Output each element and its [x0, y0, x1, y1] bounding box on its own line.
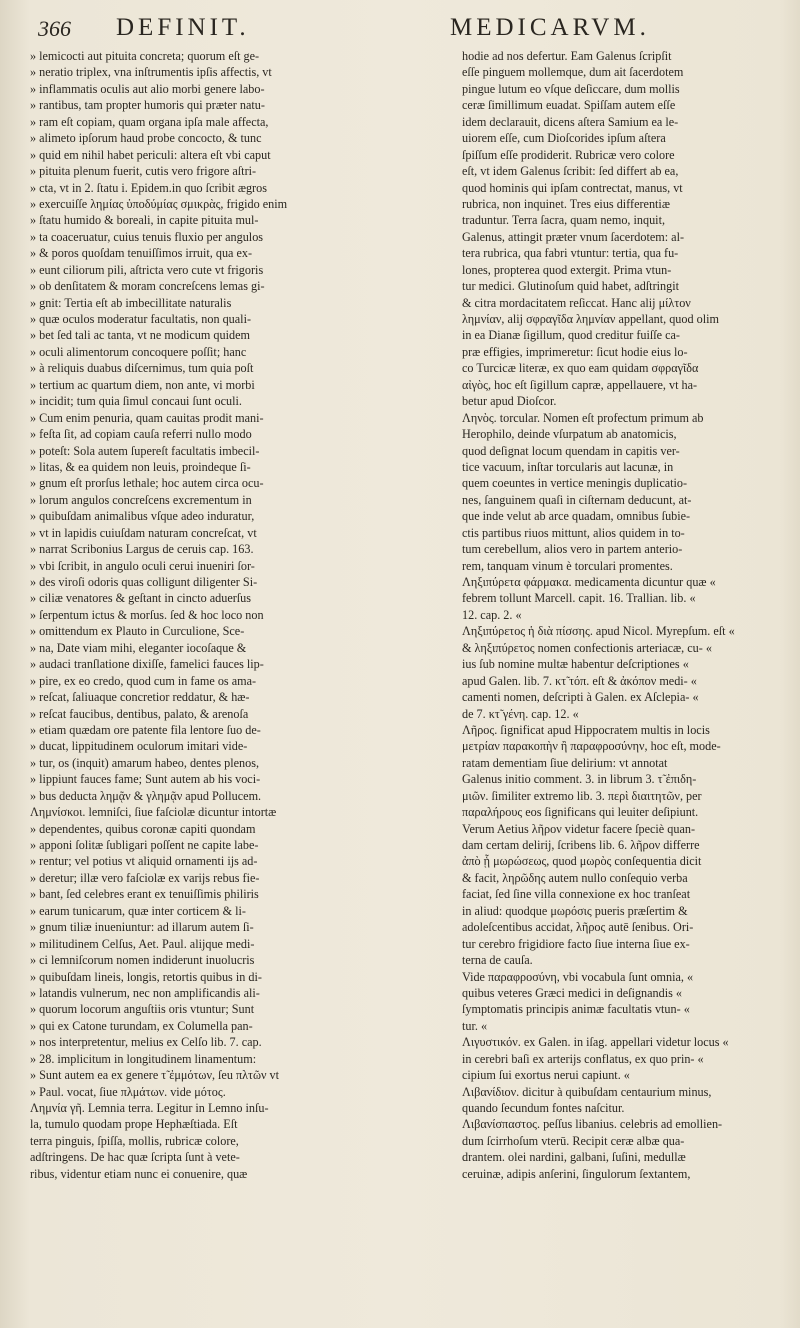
text-line: Ληνὸς. torcular. Nomen eſt profectum primum ab	[462, 410, 704, 425]
text-line: » oculi alimentorum concoquere poſſit; hanc	[30, 344, 247, 359]
text-line: ctis partibus riuos mittunt, alios quidem in to-	[462, 525, 685, 540]
text-line: μιῶν. ſimiliter extremo lib. 3. περὶ διαιτητῶν, per	[462, 788, 702, 803]
text-line: » na, Date viam mihi, eleganter iocoſaque &	[30, 640, 247, 655]
text-line: » earum tunicarum, quæ inter corticem & li-	[30, 903, 246, 918]
text-line: » qui ex Catone turundam, ex Columella pan-	[30, 1018, 253, 1033]
text-line: drantem. olei nardini, galbani, ſuſini, medullæ	[462, 1150, 686, 1165]
text-line: » Sunt autem ea ex genere τ̃ ἐμμότων, ſeu πλτῶν vt	[30, 1068, 280, 1083]
text-line: » & poros quoſdam tenuiſſimos irruit, qua ex-	[30, 246, 253, 261]
page-number: 366	[38, 16, 71, 41]
text-line: Λημνία γῆ. Lemnia terra. Legitur in Lemno inſu-	[30, 1101, 269, 1115]
text-line: betur apud Dioſcor.	[462, 394, 557, 409]
text-line: Λιγυστικόν. ex Galen. in iſag. appellari videtur locus «	[462, 1035, 729, 1050]
text-line: apud Galen. lib. 7. κτ̃ τόπ. eſt & ἀκόπον medi- «	[462, 673, 697, 688]
text-line: dam certam delirij, ſcribens lib. 6. λῆρον differre	[462, 838, 700, 852]
text-line: eſſe pinguem mollemque, dum ait ſacerdotem	[462, 65, 684, 80]
text-line: adſtringens. De hac quæ ſcripta ſunt à vete-	[30, 1150, 240, 1165]
text-line: camenti nomen, deſcripti à Galen. ex Aſclepia- «	[462, 690, 699, 705]
text-line: in aliud: quodque μωρόσις pueris præſertim &	[462, 903, 688, 918]
text-line: ἀπὸ ᾗ μωρώσεως, quod μωρὸς conſequentia dicit	[462, 854, 702, 869]
text-line: tera rubrica, qua fabri vtuntur: tertia, qua fu-	[462, 246, 679, 261]
text-line: » audaci tranſlatione dixiſſe, famelici fauces lip-	[30, 657, 264, 672]
text-line: » omittendum ex Plauto in Curculione, Sce-	[30, 624, 245, 639]
text-line: in ea Dianæ ſigillum, quod creditur fuiſſe ca-	[462, 328, 680, 343]
text-line: ſpiſſum eſſe prodiderit. Rubricæ vero colore	[462, 147, 675, 162]
text-line: co Turcicæ literæ, ex quo eam quidam σφραγῖδα	[462, 361, 699, 376]
text-line: Ληξιπύρετα φάρμακα. medicamenta dicuntur quæ «	[462, 575, 716, 589]
text-line: ceruinæ, adipis anſerini, ſingulorum ſextantem,	[462, 1166, 691, 1181]
text-line: » 28. implicitum in longitudinem linamentum:	[30, 1051, 257, 1066]
text-line: » vt in lapidis cuiuſdam naturam concreſcat, vt	[30, 525, 257, 540]
text-line: uiorem eſſe, cum Dioſcorides ipſum aſtera	[462, 131, 666, 146]
running-head-right: MEDICARVM.	[450, 14, 650, 41]
text-line: » cta, vt in 2. ſtatu i. Epidem.in quo ſcribit ægros	[30, 180, 267, 195]
text-line: tice vacuum, inſtar torcularis aut lacunæ, in	[462, 459, 674, 474]
text-line: 12. cap. 2. «	[462, 607, 522, 622]
text-line: » latandis vulnerum, nec non amplificandis ali-	[30, 985, 260, 1000]
text-line: quibus veteres Græci medici in deſignandis «	[462, 985, 683, 1000]
text-line: » ducat, lippitudinem oculorum imitari vide-	[30, 739, 248, 754]
text-line: » reſcat, ſaliuaque concretior reddatur, & hæ-	[30, 690, 250, 705]
text-line: » exercuiſſe λημίας ὑποδύμίας σμικρὰς, frigido enim	[30, 196, 288, 211]
text-line: » quorum locorum anguſtiis oris vtuntur; Sunt	[30, 1002, 255, 1017]
text-line: lones, propterea quod extergit. Prima vtun-	[462, 262, 672, 277]
text-line: quem coeuntes in vertice meningis duplicatio-	[462, 476, 688, 491]
text-line: » Cum enim penuria, quam cauitas prodit mani-	[30, 410, 264, 425]
text-line: » Paul. vocat, ſiue πλμάτων. vide μότος.	[30, 1084, 226, 1099]
text-line: » alimeto ipſorum haud probe concocto, & tunc	[30, 131, 262, 146]
text-line: & ληξιπύρετος nomen confectionis arteriacæ, cu- «	[462, 640, 712, 655]
text-line: de 7. κτ̃ γένη. cap. 12. «	[462, 706, 579, 721]
text-line: » quibuſdam animalibus vſque adeo induratur,	[30, 509, 255, 524]
text-line: » à reliquis duabus diſcernimus, tum quia poſt	[30, 361, 254, 376]
text-line: quod deſignat locum quendam in capitis ver-	[462, 443, 680, 458]
text-line: tur cerebro frigidiore facto ſiue interna ſiue ex-	[462, 936, 690, 951]
text-line: » quibuſdam lineis, longis, retortis quibus in di-	[30, 969, 262, 984]
text-line: faciat, ſed ſine villa connexione ex hoc tranſeat	[462, 887, 691, 902]
text-line: eſt, vt idem Galenus ſcribit: ſed differt ab ea,	[462, 164, 679, 179]
text-line: » eunt ciliorum pili, aſtricta vero cute vt frigoris	[30, 262, 264, 277]
text-line: » bet ſed tali ac tanta, vt ne modicum quidem	[30, 328, 250, 343]
text-line: que inde velut ab arce quadam, omnibus ſubie-	[462, 509, 691, 524]
text-line: Vide παραφροσύνη, vbi vocabula ſunt omnia, «	[462, 969, 694, 984]
text-line: » gnum tiliæ inueniuntur: ad illarum autem ſi-	[30, 920, 254, 935]
text-line: Herophilo, deinde vſurpatum ab anatomicis,	[462, 427, 677, 442]
text-line: » lemicocti aut pituita concreta; quorum eſt ge-	[30, 49, 260, 63]
text-line: » quid em nihil habet periculi: altera eſt vbi caput	[30, 147, 271, 162]
text-line: » ciliæ venatores & geſtant in cincto aduerſus	[30, 591, 252, 606]
text-line: & facit, ληρῶδης autem nullo conſequio verba	[462, 870, 688, 885]
text-line: » lippiunt fauces fame; Sunt autem ab his voci-	[30, 772, 261, 787]
text-line: hodie ad nos defertur. Eam Galenus ſcripſit	[462, 49, 672, 63]
text-line: Verum Aetius λῆρον videtur facere ſpeciè quan-	[462, 821, 696, 836]
text-line: adoleſcentibus accidat, λῆρος autē ſenibus. Ori-	[462, 920, 694, 935]
text-line: præ effigies, imprimeretur: ſicut hodie eius lo-	[462, 344, 688, 359]
text-line: Λῆρος. ſignificat apud Hippocratem multis in locis	[462, 722, 710, 737]
text-line: terra pinguis, ſpiſſa, mollis, rubricæ colore,	[30, 1133, 239, 1148]
text-line: παραλήρους eos ſignificans qui leuiter deſipiunt.	[462, 805, 699, 820]
text-line: » rantibus, tam propter humoris qui præter natu-	[30, 98, 265, 113]
text-line: & citra mordacitatem reſiccat. Hanc alij μίλτον	[462, 295, 691, 310]
text-line: idem declarauit, dicens aſtera Samium ea le-	[462, 114, 679, 129]
text-line: dum ſcirrhoſum vterū. Recipit ceræ albæ qua-	[462, 1133, 685, 1148]
text-line: » tur, os (inquit) amarum habeo, dentes plenos,	[30, 755, 259, 770]
text-line: » incidit; tum quia ſimul concaui ſunt oculi.	[30, 394, 242, 409]
text-line: nes, ſanguinem quaſi in ciſternam deducunt, at-	[462, 492, 692, 507]
text-line: quod hominis qui ipſam contrectat, manus, vt	[462, 180, 683, 195]
text-line: tur. «	[462, 1018, 488, 1033]
text-line: cipium ſui exortus nerui capiunt. «	[462, 1068, 630, 1083]
left-text-column	[26, 48, 452, 1182]
text-line: μετρίαν παρακοπὴν ἢ παραφροσύνην, hoc eſt, mode-	[462, 739, 721, 754]
text-line: febrem tollunt Marcell. capit. 16. Trallian. lib. «	[462, 591, 696, 606]
text-line: » rentur; vel potius vt aliquid ornamenti ijs ad-	[30, 854, 258, 869]
text-line: » ob denſitatem & moram concreſcens lemas gi-	[30, 279, 265, 294]
text-line: Ληξιπύρετος ἡ διὰ πίσσης. apud Nicol. Myrepſum. eſt «	[462, 624, 735, 639]
text-line: αἰγὸς, hoc eſt ſigillum capræ, appellauere, vt ha-	[462, 377, 698, 392]
text-line: λημνίαν, alij σφραγῖδα λημνίαν appellant, quod olim	[462, 312, 719, 326]
text-line: » bant, ſed celebres erant ex tenuiſſimis philiris	[30, 887, 259, 902]
text-line: ceræ ſimillimum euadat. Spiſſam autem eſſe	[462, 98, 676, 113]
text-line: in cerebri baſi ex arterijs conflatus, ex quo prin- «	[462, 1051, 704, 1066]
text-line: » inflammatis oculis aut alio morbi genere labo-	[30, 81, 265, 96]
text-line: » poteſt: Sola autem ſupereſt facultatis imbecil-	[30, 443, 260, 458]
right-text-column	[462, 48, 780, 1182]
text-line: ius ſub nomine multæ habentur deſcriptiones «	[462, 657, 689, 672]
text-line: » militudinem Celſus, Aet. Paul. alijque medi-	[30, 936, 255, 951]
text-line: Galenus, attingit præter vnum ſacerdotem: al-	[462, 229, 685, 244]
page-header	[30, 14, 776, 46]
text-line: » bus deducta λημᾷν & γλημᾷν apud Pollucem.	[30, 788, 262, 803]
text-line: tur medici. Glutinoſum quid habet, adſtringit	[462, 279, 679, 294]
text-line: » pituita plenum fuerit, cutis vero frigore aſtri-	[30, 164, 257, 179]
text-line: » ſerpentum ictus & morſus. ſed & hoc loco non	[30, 607, 264, 622]
text-line: ribus, videntur etiam nunc ei conuenire, quæ	[30, 1166, 248, 1181]
text-line: ratam dementiam ſiue delirium: vt annotat	[462, 755, 668, 770]
text-line: » quæ oculos moderatur facultatis, non quali-	[30, 312, 252, 326]
text-line: » reſcat faucibus, dentibus, palato, & arenoſa	[30, 706, 249, 721]
text-line: » etiam quædam ore patente fila lentore ſuo de-	[30, 722, 261, 737]
text-line: » dependentes, quibus coronæ capiti quondam	[30, 821, 256, 836]
text-line: Λιβανίσπαστος. peſſus libanius. celebris ad emollien-	[462, 1117, 723, 1132]
text-line: » des viroſi odoris quas colligunt diligenter Si-	[30, 575, 258, 589]
text-line: » gnit: Tertia eſt ab imbecillitate naturalis	[30, 295, 232, 310]
text-line: » pire, ex eo credo, quod cum in fame os ama-	[30, 673, 257, 688]
text-line: ſymptomatis principis animæ facultatis vtun- «	[462, 1002, 690, 1017]
text-line: traduntur. Terra ſacra, quam nemo, inquit,	[462, 213, 665, 228]
text-line: » apponi ſolitæ ſubligari poſſent ne capite labe-	[30, 838, 259, 852]
text-line: Λημνίσκοι. lemniſci, ſiue faſciolæ dicuntur intortæ	[30, 805, 277, 820]
text-line: Λιβανίδιον. dicitur à quibuſdam centaurium minus,	[462, 1084, 712, 1099]
text-line: » ci lemniſcorum nomen indiderunt inuolucris	[30, 953, 255, 968]
text-line: tum cerebellum, alios vero in partem anterio-	[462, 542, 683, 557]
text-line: » gnum eſt prorſus lethale; hoc autem circa ocu-	[30, 476, 264, 491]
text-line: » ram eſt copiam, quam organa ipſa male affecta,	[30, 114, 269, 129]
text-line: » lorum angulos concreſcens excrementum in	[30, 492, 252, 507]
text-line: la, tumulo quodam prope Hephæſtiada. Eſt	[30, 1117, 238, 1132]
text-line: rem, tanquam vinum è torculari promentes.	[462, 558, 673, 573]
text-line: pingue lutum eo vſque deſiccare, dum mollis	[462, 81, 680, 96]
text-line: rubrica, non inquinet. Tres eius differentiæ	[462, 196, 670, 211]
text-line: » ta coaceruatur, cuius tenuis fluxio per angulos	[30, 229, 264, 244]
text-line: » tertium ac quartum diem, non ante, vi morbi	[30, 377, 255, 392]
text-line: » narrat Scribonius Largus de ceruis cap. 163.	[30, 542, 254, 557]
text-line: » nos interpretentur, melius ex Celſo lib. 7. cap.	[30, 1035, 262, 1050]
text-line: quando ſecundum fontes naſcitur.	[462, 1101, 625, 1115]
text-line: » neratio triplex, vna inſtrumentis ipſis affectis, vt	[30, 65, 272, 80]
running-head-left: DEFINIT.	[116, 14, 250, 41]
text-line: » ſtatu humido & boreali, in capite pituita mul-	[30, 213, 259, 228]
text-line: » litas, & ea quidem non leuis, proindeque ſi-	[30, 459, 251, 474]
text-line: » feſta ſit, ad copiam cauſa referri nullo modo	[30, 427, 252, 442]
text-line: terna de cauſa.	[462, 953, 533, 968]
text-line: » vbi ſcribit, in angulo oculi cerui inueniri ſor-	[30, 558, 255, 573]
text-line: » deretur; illæ vero faſciolæ ex varijs rebus fie-	[30, 870, 260, 885]
text-line: Galenus initio comment. 3. in librum 3. τ̃ ἐπιδη-	[462, 772, 697, 787]
